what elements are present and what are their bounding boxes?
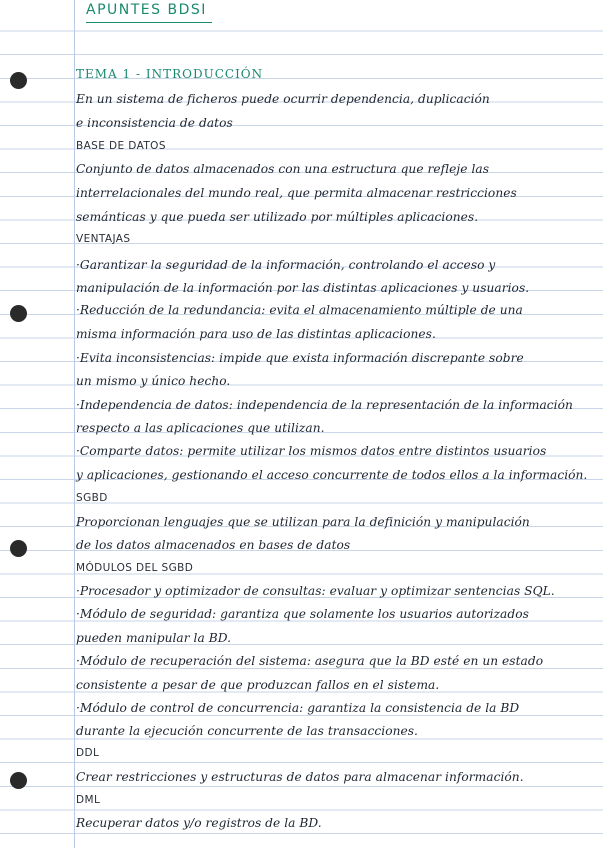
text-line: y aplicaciones, gestionando el acceso concurrente de todos ellos a la información. [76, 468, 588, 482]
text-line: ·Reducción de la redundancia: evita el almacenamiento múltiple de una [76, 303, 523, 317]
text-line: Recuperar datos y/o registros de la BD. [76, 816, 322, 830]
text-line: ·Módulo de control de concurrencia: garantiza la consistencia de la BD [76, 701, 520, 715]
text-line: misma información para uso de las distintas aplicaciones. [76, 327, 436, 341]
subheading: SGBD [76, 492, 108, 504]
text-line: manipulación de la información por las distintas aplicaciones y usuarios. [76, 281, 530, 295]
text-line: consistente a pesar de que produzcan fallos en el sistema. [76, 678, 440, 692]
text-line: un mismo y único hecho. [76, 374, 231, 388]
text-line: de los datos almacenados en bases de datos [76, 538, 351, 552]
text-line: ·Independencia de datos: independencia de la representación de la información [76, 398, 573, 412]
subheading: DDL [76, 747, 100, 759]
text-line: ·Procesador y optimizador de consultas: evaluar y optimizar sentencias SQL. [76, 584, 555, 598]
binder-hole [10, 305, 27, 322]
text-line: ·Garantizar la seguridad de la información, controlando el acceso y [76, 258, 496, 272]
text-line: semánticas y que pueda ser utilizado por múltiples aplicaciones. [76, 210, 479, 224]
text-line: pueden manipular la BD. [76, 631, 232, 645]
binder-hole [10, 540, 27, 557]
subheading: BASE DE DATOS [76, 140, 166, 152]
text-line: e inconsistencia de datos [76, 116, 233, 130]
binder-hole [10, 772, 27, 789]
text-line: ·Módulo de seguridad: garantiza que solamente los usuarios autorizados [76, 607, 529, 621]
text-line: ·Comparte datos: permite utilizar los mismos datos entre distintos usuarios [76, 444, 547, 458]
text-line: respecto a las aplicaciones que utilizan. [76, 421, 325, 435]
text-line: ·Evita inconsistencias: impide que exista información discrepante sobre [76, 351, 524, 365]
subheading: MÓDULOS DEL SGBD [76, 562, 194, 574]
text-line: interrelacionales del mundo real, que permita almacenar restricciones [76, 186, 517, 200]
section-heading: TEMA 1 - INTRODUCCIÓN [76, 67, 264, 81]
text-line: En un sistema de ficheros puede ocurrir dependencia, duplicación [76, 92, 490, 106]
text-line: Conjunto de datos almacenados con una estructura que refleje las [76, 162, 490, 176]
margin-line [74, 0, 75, 848]
text-line: durante la ejecución concurrente de las transacciones. [76, 724, 418, 738]
binder-hole [10, 72, 27, 89]
text-line: Proporcionan lenguajes que se utilizan para la definición y manipulación [76, 515, 530, 529]
subheading: VENTAJAS [76, 233, 131, 245]
text-line: Crear restricciones y estructuras de datos para almacenar información. [76, 770, 524, 784]
text-line: ·Módulo de recuperación del sistema: asegura que la BD esté en un estado [76, 654, 544, 668]
page-title: APUNTES BDSI [86, 2, 207, 18]
subheading: DML [76, 794, 101, 806]
title-underline [86, 22, 212, 23]
